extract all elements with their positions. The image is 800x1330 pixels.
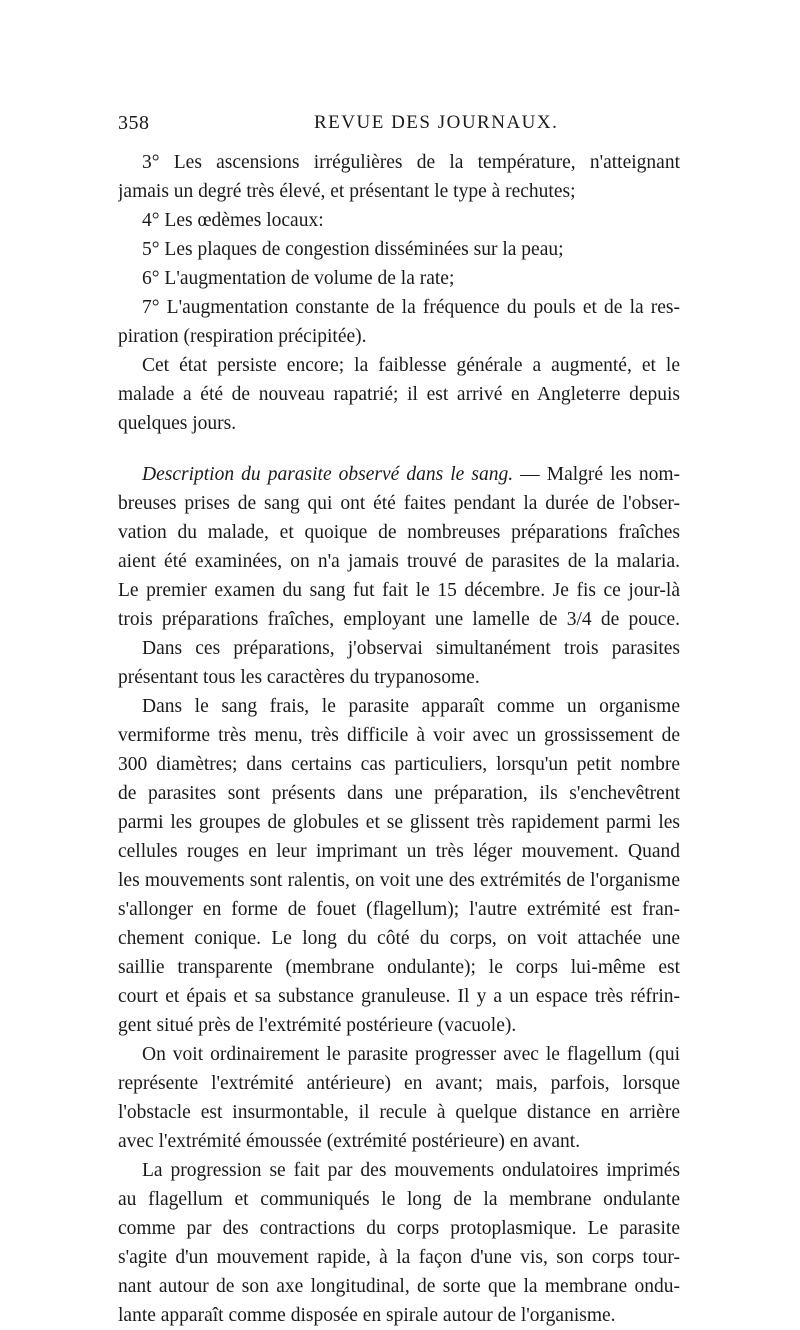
paragraph-3-line-5: parmi les groupes de globules et se glissent très rapidement parmi les: [118, 812, 680, 833]
paragraph-2-line-2: présentant tous les caractères du trypanosome.: [118, 667, 480, 688]
page-body: [118, 148, 680, 1330]
section-gap: [118, 438, 680, 460]
running-title: REVUE DES JOURNAUX.: [314, 112, 559, 133]
paragraph-1-line-2: vation du malade, et quoique de nombreuses préparations fraîches: [118, 522, 680, 543]
section-title: Description du parasite observé dans le sang.: [142, 464, 514, 485]
paragraph-3-line-10: saillie transparente (membrane ondulante); le corps lui-même est: [118, 957, 680, 978]
list-item-5: 5° Les plaques de congestion disséminées sur la peau;: [142, 239, 564, 260]
paragraph-3-line-12: gent situé près de l'extrémité postérieure (vacuole).: [118, 1015, 517, 1036]
paragraph-5-line-1: La progression se fait par des mouvements ondulatoires imprimés: [142, 1160, 680, 1181]
paragraph-2-line-1: Dans ces préparations, j'observai simultanément trois parasites: [142, 638, 680, 659]
list-item-7-line-2: piration (respiration précipitée).: [118, 326, 367, 347]
paragraph-3-line-3: 300 diamètres; dans certains cas particuliers, lorsqu'un petit nombre: [118, 754, 680, 775]
paragraph-1-line-5: trois préparations fraîches, employant une lamelle de 3/4 de pouce.: [118, 609, 680, 630]
paragraph-3-line-2: vermiforme très menu, très difficile à voir avec un grossissement de: [118, 725, 680, 746]
section-title-rest: — Malgré les nom-: [513, 464, 680, 485]
list-item-3-line-1: 3° Les ascensions irrégulières de la température, n'atteignant: [142, 152, 680, 173]
list-item-7-line-1: 7° L'augmentation constante de la fréquence du pouls et de la res-: [142, 297, 680, 318]
paragraph-1-line-4: Le premier examen du sang fut fait le 15 décembre. Je fis ce jour-là: [118, 580, 680, 601]
paragraph-3-line-11: court et épais et sa substance granuleuse. Il y a un espace très réfrin-: [118, 986, 680, 1007]
state-paragraph-line-3: quelques jours.: [118, 413, 237, 434]
state-paragraph-line-2: malade a été de nouveau rapatrié; il est arrivé en Angleterre depuis: [118, 384, 680, 405]
paragraph-5-line-5: nant autour de son axe longitudinal, de sorte que la membrane ondu-: [118, 1276, 680, 1297]
page-number: 358: [118, 112, 150, 134]
paragraph-3-line-4: de parasites sont présents dans une préparation, ils s'enchevêtrent: [118, 783, 680, 804]
list-item-3-line-2: jamais un degré très élevé, et présentant le type à rechutes;: [118, 181, 576, 202]
paragraph-4-line-1: On voit ordinairement le parasite progresser avec le flagellum (qui: [142, 1044, 680, 1065]
paragraph-5-line-3: comme par des contractions du corps protoplasmique. Le parasite: [118, 1218, 680, 1239]
paragraph-4-line-4: avec l'extrémité émoussée (extrémité postérieure) en avant.: [118, 1131, 581, 1152]
paragraph-5-line-6: lante apparaît comme disposée en spirale autour de l'organisme.: [118, 1305, 616, 1326]
paragraph-1-line-3: aient été examinées, on n'a jamais trouvé de parasites de la malaria.: [118, 551, 680, 572]
paragraph-3-line-8: s'allonger en forme de fouet (flagellum); l'autre extrémité est fran-: [118, 899, 680, 920]
paragraph-5-line-2: au flagellum et communiqués le long de la membrane ondulante: [118, 1189, 680, 1210]
paragraph-4-line-3: l'obstacle est insurmontable, il recule à quelque distance en arrière: [118, 1102, 680, 1123]
state-paragraph-line-1: Cet état persiste encore; la faiblesse générale a augmenté, et le: [142, 355, 680, 376]
paragraph-1-line-1: breuses prises de sang qui ont été faites pendant la durée de l'obser-: [118, 493, 680, 514]
paragraph-3-line-7: les mouvements sont ralentis, on voit une des extrémités de l'organisme: [118, 870, 680, 891]
list-item-6: 6° L'augmentation de volume de la rate;: [142, 268, 455, 289]
paragraph-4-line-2: représente l'extrémité antérieure) en avant; mais, parfois, lorsque: [118, 1073, 680, 1094]
paragraph-3-line-6: cellules rouges en leur imprimant un très léger mouvement. Quand: [118, 841, 680, 862]
list-item-4: 4° Les œdèmes locaux:: [142, 210, 324, 231]
paragraph-5-line-4: s'agite d'un mouvement rapide, à la façon d'une vis, son corps tour-: [118, 1247, 680, 1268]
paragraph-3-line-1: Dans le sang frais, le parasite apparaît comme un organisme: [142, 696, 680, 717]
section-heading-line: [118, 460, 680, 489]
paragraph-3-line-9: chement conique. Le long du côté du corps, on voit attachée une: [118, 928, 680, 949]
page-header: [118, 112, 678, 142]
